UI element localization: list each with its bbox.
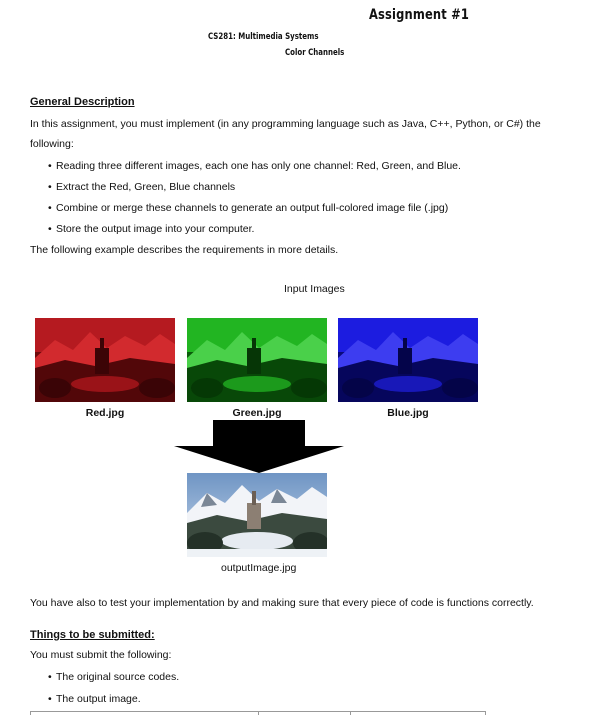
list-item-text: Reading three different images, each one has only one channel: Red, Green, and Blue. bbox=[56, 160, 461, 172]
list-item: • Store the output image into your computer. bbox=[48, 223, 255, 235]
list-item-text: Extract the Red, Green, Blue channels bbox=[56, 181, 236, 193]
list-item-text: The original source codes. bbox=[56, 671, 180, 683]
list-item: • Combine or merge these channels to generate an output full-colored image file (.jpg) bbox=[48, 202, 449, 214]
red-image-label: Red.jpg bbox=[85, 407, 125, 419]
general-description-heading: General Description bbox=[30, 96, 135, 108]
course-name: CS281: Multimedia Systems bbox=[208, 32, 319, 42]
output-image bbox=[187, 473, 327, 557]
green-channel-image bbox=[187, 318, 327, 402]
intro-line-2: following: bbox=[30, 138, 74, 150]
submission-heading: Things to be submitted: bbox=[30, 629, 155, 641]
testing-line: You have also to test your implementation by and making sure that every piece of code is functions correctly. bbox=[30, 597, 534, 609]
list-item: • Extract the Red, Green, Blue channels bbox=[48, 181, 236, 193]
submission-intro: You must submit the following: bbox=[30, 649, 172, 661]
blue-channel-image bbox=[338, 318, 478, 402]
list-item-text: The output image. bbox=[56, 693, 141, 705]
red-channel-image bbox=[35, 318, 175, 402]
list-item-text: Store the output image into your computer. bbox=[56, 223, 255, 235]
table-divider bbox=[485, 711, 486, 715]
intro-line-1: In this assignment, you must implement (in any programming language such as Java, C++, Python, or C#) the bbox=[30, 118, 541, 130]
list-item: • The output image. bbox=[48, 693, 141, 705]
output-image-label: outputImage.jpg bbox=[221, 562, 297, 574]
table-divider bbox=[350, 711, 351, 715]
merge-arrow-icon bbox=[172, 420, 346, 474]
example-line: The following example describes the requirements in more details. bbox=[30, 244, 339, 256]
assignment-subtitle: Color Channels bbox=[285, 48, 345, 58]
assignment-title: Assignment #1 bbox=[369, 7, 470, 23]
blue-image-label: Blue.jpg bbox=[387, 407, 429, 419]
list-item-text: Combine or merge these channels to generate an output full-colored image file (.jpg) bbox=[56, 202, 449, 214]
list-item: • The original source codes. bbox=[48, 671, 180, 683]
green-image-label: Green.jpg bbox=[232, 407, 282, 419]
list-item: • Reading three different images, each one has only one channel: Red, Green, and Blue. bbox=[48, 160, 461, 172]
input-images-caption: Input Images bbox=[284, 283, 345, 295]
table-divider bbox=[30, 711, 31, 715]
table-divider bbox=[258, 711, 259, 715]
